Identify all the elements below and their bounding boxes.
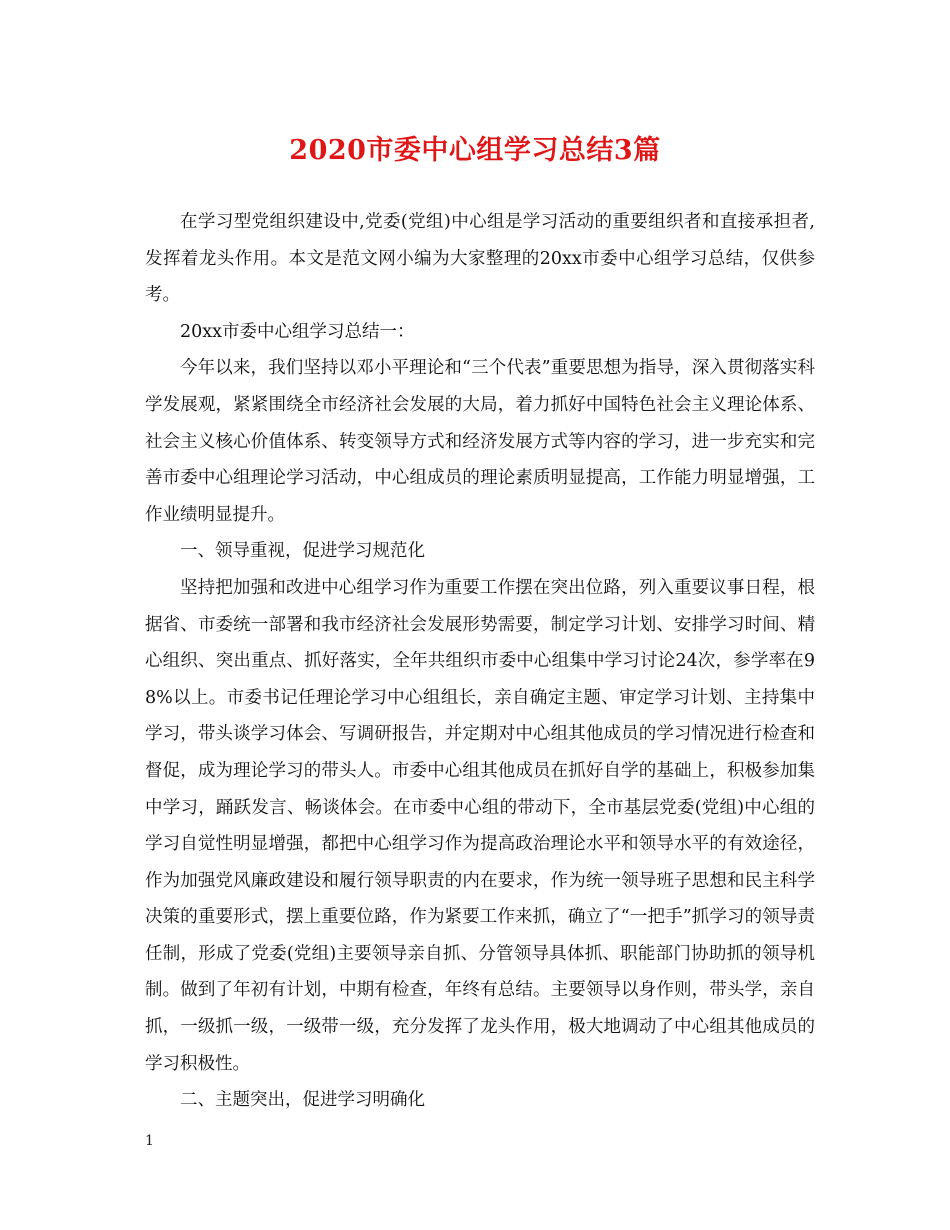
paragraph-two: 坚持把加强和改进中心组学习作为重要工作摆在突出位路，列入重要议事日程，根据省、市委统一部署和我市经济社会发展形势需要，制定学习计划、安排学习时间、精心组织、突出重点、抓好落实，全年共组织市委中心组集中学习讨论24次，参学率在98%以上。市委书记任理论学习中心组组长，亲自确定主题、审定学习计划、主持集中学习，带头谈学习体会、写调研报告，并定期对中心组其他成员的学习情况进行检查和督促，成为理论学习的带头人。市委中心组其他成员在抓好自学的基础上，积极参加集中学习，踊跃发言、畅谈体会。在市委中心组的带动下，全市基层党委(党组)中心组的学习自觉性明显增强，都把中心组学习作为提高政治理论水平和领导水平的有效途径，作为加强党风廉政建设和履行领导职责的内在要求，作为统一领导班子思想和民主科学决策的重要形式，摆上重要位路，作为紧要工作来抓，确立了“一把手”抓学习的领导责任制，形成了党委(党组)主要领导亲自抓、分管领导具体抓、职能部门协助抓的领导机制。做到了年初有计划，中期有检查，年终有总结。主要领导以身作则，带头学，亲自抓，一级抓一级，一级带一级，充分发挥了龙头作用，极大地调动了中心组其他成员的学习积极性。 — [145, 577, 815, 1074]
section-one-title: 20xx市委中心组学习总结一： — [180, 321, 415, 342]
heading-two: 二、主题突出，促进学习明确化 — [180, 1090, 425, 1111]
document-body — [145, 204, 815, 1119]
page-number: 1 — [145, 1133, 154, 1149]
document-title: 2020市委中心组学习总结3篇 — [289, 135, 661, 166]
intro-paragraph: 在学习型党组织建设中,党委(党组)中心组是学习活动的重要组织者和直接承担者,发挥着龙头作用。本文是范文网小编为大家整理的20xx市委中心组学习总结，仅供参考。 — [145, 212, 815, 306]
paragraph-one: 今年以来，我们坚持以邓小平理论和“三个代表”重要思想为指导，深入贯彻落实科学发展观，紧紧围绕全市经济社会发展的大局，着力抓好中国特色社会主义理论体系、社会主义核心价值体系、转变领导方式和经济发展方式等内容的学习，进一步充实和完善市委中心组理论学习活动，中心组成员的理论素质明显提高，工作能力明显增强，工作业绩明显提升。 — [145, 358, 815, 525]
heading-one: 一、领导重视，促进学习规范化 — [180, 541, 425, 562]
